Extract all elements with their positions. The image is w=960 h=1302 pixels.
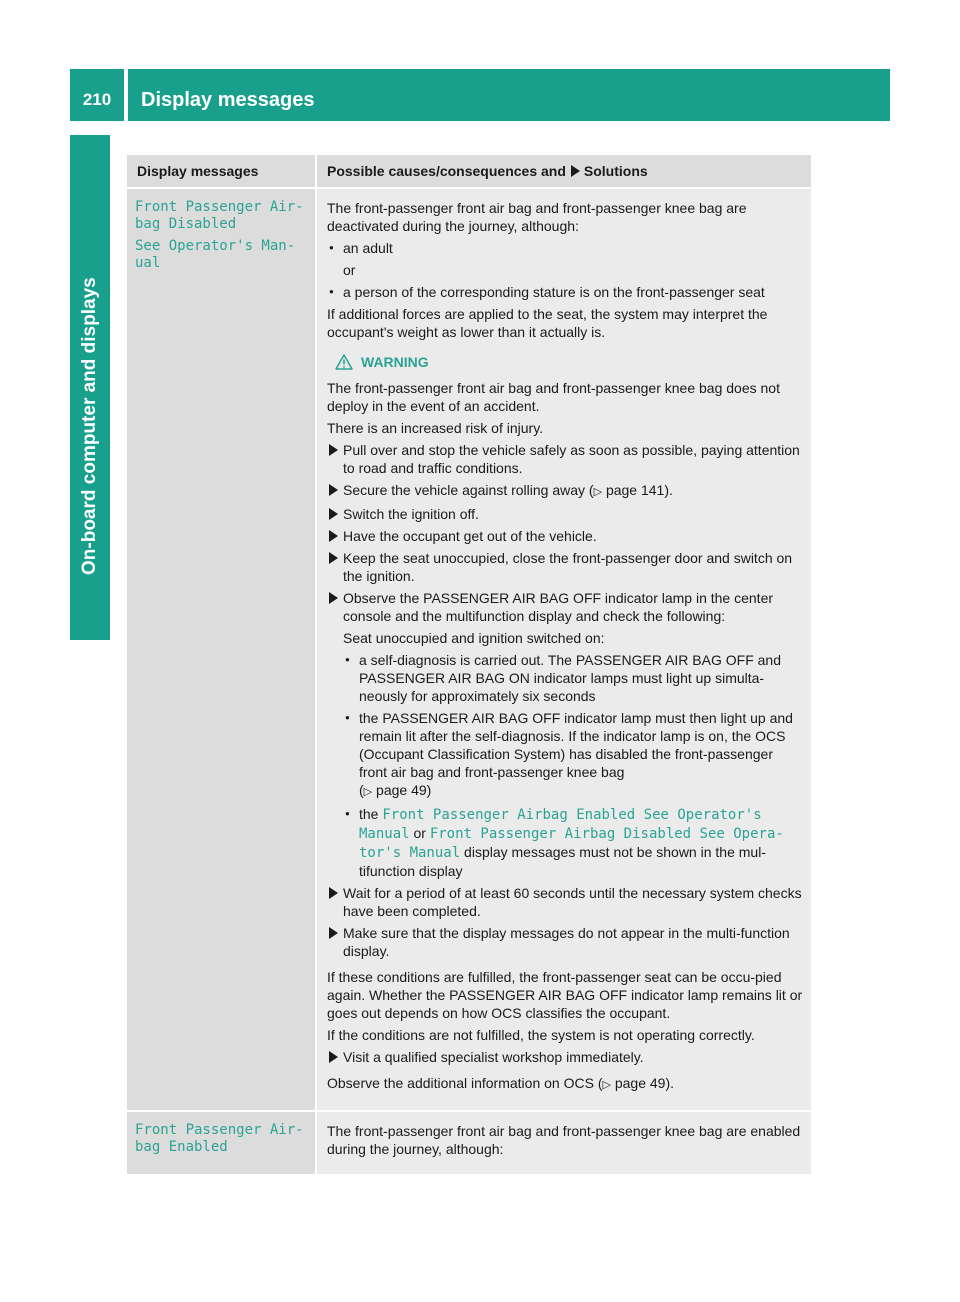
- page-ref-icon: ▷: [602, 1079, 611, 1091]
- table-row: [127, 187, 811, 1110]
- col-header-causes: Possible causes/consequences and Solutions: [315, 155, 811, 187]
- step-item: Keep the seat unoccupied, close the front-passenger door and switch on the ignition.: [327, 549, 803, 585]
- page-ref-icon: ▷: [363, 786, 373, 798]
- step-item: Visit a qualified specialist workshop immediately.: [327, 1048, 803, 1066]
- step-item: Wait for a period of at least 60 seconds until the necessary system checks have been completed.: [327, 884, 803, 920]
- page-number: 210: [82, 90, 112, 109]
- page-ref-icon: ▷: [593, 486, 603, 498]
- table-row: [127, 1110, 811, 1174]
- messages-table: [127, 155, 811, 1174]
- list-item: ● the PASSENGER AIR BAG OFF indicator lamp must then light up and remain lit after the self-diagnosis. If the indicator lamp is on, the OCS (Occupant Classification System) has disabled the front-passenger front air bag and front-passenger knee bag (▷ page 49): [343, 709, 803, 801]
- list-item: ● an adult: [327, 239, 803, 257]
- side-tab-label: On-board computer and displays: [79, 277, 100, 575]
- action-arrow-icon: [571, 165, 580, 177]
- list-item: ● a self-diagnosis is carried out. The PASSENGER AIR BAG OFF and PASSENGER AIR BAG ON indicator lamps must light up simulta-neously for approximately six seconds: [343, 651, 803, 705]
- warning-heading: WARNING: [335, 353, 803, 371]
- step-item: Secure the vehicle against rolling away (▷ page 141).: [327, 481, 803, 501]
- message-text: Front Passenger Air‐ bag Disabled: [135, 199, 304, 232]
- table-header: [127, 155, 811, 187]
- step-item: Make sure that the display messages do not appear in the multi-function display.: [327, 924, 803, 960]
- causes-cell: The front-passenger front air bag and front-passenger knee bag are deactivated during the journey, although: ● an adult or ● a person of the corresponding stature is on the front-passenger seat If additional forces are applied to the seat, the system may interpret the occupant's weight as lower than it actually is. WARNING The front-passenger front air bag and front-passenger knee bag does not deploy in the event of an accident. There is an increased risk of injury. Pull over and stop the vehicle safely as soon as possible, paying attention to road and traffic conditions. Secure the vehicle against rolling away (▷ page 141). Switch the ignition off. Have the occupant get out of the vehicle. Keep the seat unoccupied, close the front-passenger door and switch on the ignition. Observe the PASSENGER AIR BAG OFF indicator lamp in the center console and the multifunction display and check the following: Seat unoccupied and ignition switched on: ● a self-diagnosis is carried out. The PASSENGER AIR BAG OFF and PASSENGER AIR BAG ON indicator lamps must light up simulta-neously for approximately six seconds ● the PASSENGER AIR BAG OFF indicator lamp must then light up and remain lit after the self-diagnosis. If the indicator lamp is on, the OCS (Occupant Classification System) has disabled the front-passenger front air bag and front-passenger knee bag (▷ page 49) ● the Front Passenger Airbag Enabled See Operator's Manual or Front Passenger Airbag Disabled See Opera-tor's Manual display messages must not be shown in the mul-tifunction display Wait for a period of at least 60 seconds until the necessary system checks have been completed. Make sure that the display messages do not appear in the multi-function display. If these conditions are fulfilled, the front-passenger seat can be occu-pied again. Whether the PASSENGER AIR BAG OFF indicator lamp remains lit or goes out depends on how OCS classifies the occupant. If the conditions are not fulfilled, the system is not operating correctly. Visit a qualified specialist workshop immediately. Observe the additional information on OCS (▷ page 49).: [315, 189, 811, 1110]
- step-item: Switch the ignition off.: [327, 505, 803, 523]
- message-cell: [127, 189, 315, 1110]
- step-item: Pull over and stop the vehicle safely as soon as possible, paying attention to road and traffic conditions.: [327, 441, 803, 477]
- step-item: Have the occupant get out of the vehicle.: [327, 527, 803, 545]
- causes-cell: The front-passenger front air bag and front-passenger knee bag are enabled during the journey, although:: [315, 1112, 811, 1174]
- message-text: Front Passenger Air‐ bag Enabled: [135, 1122, 304, 1155]
- step-item: Observe the PASSENGER AIR BAG OFF indicator lamp in the center console and the multifunction display and check the following:: [327, 589, 803, 625]
- header-separator: [124, 69, 128, 121]
- warning-triangle-icon: [335, 354, 353, 370]
- list-item: ● the Front Passenger Airbag Enabled See Operator's Manual or Front Passenger Airbag Disabled See Opera-tor's Manual display messages must not be shown in the mul-tifunction display: [343, 805, 803, 880]
- message-cell: [127, 1112, 315, 1174]
- page-title: Display messages: [141, 89, 315, 111]
- list-item: ● a person of the corresponding stature is on the front-passenger seat: [327, 283, 803, 301]
- message-text: See Operator's Man‐ ual: [135, 238, 296, 271]
- col-header-messages: Display messages: [137, 163, 259, 179]
